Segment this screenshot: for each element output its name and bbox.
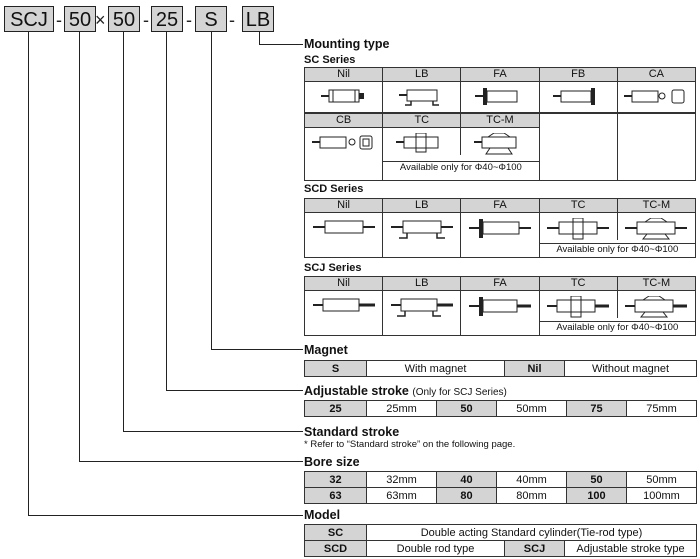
magnet-table: [304, 360, 697, 377]
double-rod-lb-icon: [389, 218, 455, 240]
scj-label-fa: FA: [461, 277, 539, 291]
leader-adjustable: [166, 390, 303, 391]
scd-label-tc-m: TC-M: [617, 199, 695, 213]
scd-label-tc: TC: [539, 199, 617, 213]
adjustable-lb-icon: [389, 296, 455, 318]
scd-label-lb: LB: [383, 199, 461, 213]
leader-bore: [79, 461, 303, 462]
cylinder-nil-icon: [319, 87, 369, 105]
model-table: [304, 524, 697, 557]
sc-label-tc-m: TC-M: [461, 114, 539, 128]
leader-standard: [123, 32, 124, 432]
sc-series-table-row2: [304, 113, 696, 181]
adjustable-code: 25: [305, 401, 367, 417]
adjustable-value: 25mm: [367, 401, 437, 417]
bore-row: [305, 472, 697, 488]
adjustable-tc-icon: [545, 296, 611, 318]
model-desc-sc: Double acting Standard cylinder(Tie-rod type): [367, 525, 697, 541]
cylinder-lb-icon: [397, 87, 447, 107]
scd-series-title: SCD Series: [304, 183, 364, 195]
magnet-code-nil: Nil: [505, 361, 565, 377]
sc-series-table-row1: [304, 67, 696, 113]
sc-label-nil: Nil: [305, 68, 383, 82]
model-desc-scd: Double rod type: [367, 541, 505, 557]
standard-stroke-heading: Standard stroke: [304, 425, 400, 439]
code-part-adjustable-stroke: 25: [151, 6, 183, 32]
leader-magnet: [211, 349, 303, 350]
code-separator: -: [143, 10, 149, 30]
model-code-sc: SC: [305, 525, 367, 541]
model-heading: Model: [304, 508, 341, 522]
bore-code: 32: [305, 472, 367, 488]
adjustable-code: 50: [437, 401, 497, 417]
leader-mounting: [259, 44, 303, 45]
cylinder-fb-icon: [553, 87, 603, 107]
scd-label-fa: FA: [461, 199, 539, 213]
double-rod-nil-icon: [311, 218, 377, 236]
adjustable-stroke-heading: [304, 384, 507, 398]
code-separator: -: [186, 10, 192, 30]
leader-bore: [79, 32, 80, 462]
leader-standard: [123, 431, 303, 432]
adjustable-value: 50mm: [497, 401, 567, 417]
code-part-magnet: S: [195, 6, 227, 32]
adjustable-nil-icon: [311, 296, 377, 314]
leader-model: [28, 515, 303, 516]
adjustable-stroke-title: Adjustable stroke: [304, 384, 409, 398]
scj-series-title: SCJ Series: [304, 262, 362, 274]
bore-code: 80: [437, 488, 497, 504]
code-part-mounting: LB: [242, 6, 274, 32]
scj-label-tc-m: TC-M: [617, 277, 695, 291]
code-part-bore: 50: [64, 6, 96, 32]
adjustable-code: 75: [567, 401, 627, 417]
bore-value: 80mm: [497, 488, 567, 504]
standard-stroke-note: * Refer to “Standard stroke” on the following page.: [304, 439, 516, 450]
scj-label-lb: LB: [383, 277, 461, 291]
model-code-scd: SCD: [305, 541, 367, 557]
adjustable-fa-icon: [467, 296, 533, 318]
leader-adjustable: [166, 32, 167, 391]
scd-label-nil: Nil: [305, 199, 383, 213]
bore-size-heading: Bore size: [304, 455, 360, 469]
model-desc-scj: Adjustable stroke type: [565, 541, 697, 557]
code-separator: ×: [95, 10, 106, 30]
double-rod-fa-icon: [467, 218, 533, 240]
adjustable-tc-m-icon: [623, 296, 689, 318]
scd-series-table: [304, 198, 696, 258]
cylinder-tc-m-icon: [472, 133, 528, 155]
code-separator: -: [56, 10, 62, 30]
bore-row: [305, 488, 697, 504]
bore-value: 32mm: [367, 472, 437, 488]
bore-value: 100mm: [627, 488, 697, 504]
sc-label-fb: FB: [539, 68, 617, 82]
code-part-model: SCJ: [4, 6, 54, 32]
bore-value: 40mm: [497, 472, 567, 488]
magnet-desc-without: Without magnet: [565, 361, 697, 377]
magnet-code-s: S: [305, 361, 367, 377]
bore-value: 50mm: [627, 472, 697, 488]
sc-label-cb: CB: [305, 114, 383, 128]
sc-label-fa: FA: [461, 68, 539, 82]
scj-availability-note: Available only for Φ40~Φ100: [540, 321, 695, 334]
model-code-scj: SCJ: [505, 541, 565, 557]
bore-code: 50: [567, 472, 627, 488]
adjustable-stroke-note: (Only for SCJ Series): [412, 387, 507, 398]
double-rod-tc-m-icon: [623, 218, 689, 240]
scj-label-nil: Nil: [305, 277, 383, 291]
leader-model: [28, 32, 29, 516]
bore-value: 63mm: [367, 488, 437, 504]
sc-label-ca: CA: [617, 68, 695, 82]
magnet-heading: Magnet: [304, 343, 348, 357]
code-separator: -: [229, 10, 235, 30]
cylinder-cb-icon: [312, 133, 376, 153]
bore-code: 40: [437, 472, 497, 488]
double-rod-tc-icon: [545, 218, 611, 240]
scj-label-tc: TC: [539, 277, 617, 291]
bore-code: 63: [305, 488, 367, 504]
sc-label-tc: TC: [383, 114, 461, 128]
magnet-desc-with: With magnet: [367, 361, 505, 377]
sc-label-lb: LB: [383, 68, 461, 82]
adjustable-value: 75mm: [627, 401, 697, 417]
bore-size-table: [304, 471, 697, 504]
adjustable-stroke-table: [304, 400, 697, 417]
sc-availability-note: Available only for Φ40~Φ100: [383, 161, 538, 174]
scj-series-table: [304, 276, 696, 336]
scd-availability-note: Available only for Φ40~Φ100: [540, 243, 695, 256]
mounting-heading: Mounting type: [304, 37, 390, 51]
leader-magnet: [211, 32, 212, 350]
cylinder-ca-icon: [624, 87, 688, 107]
sc-series-title: SC Series: [304, 54, 356, 66]
cylinder-fa-icon: [475, 87, 525, 107]
bore-code: 100: [567, 488, 627, 504]
code-part-standard-stroke: 50: [108, 6, 140, 32]
cylinder-tc-icon: [394, 133, 450, 153]
